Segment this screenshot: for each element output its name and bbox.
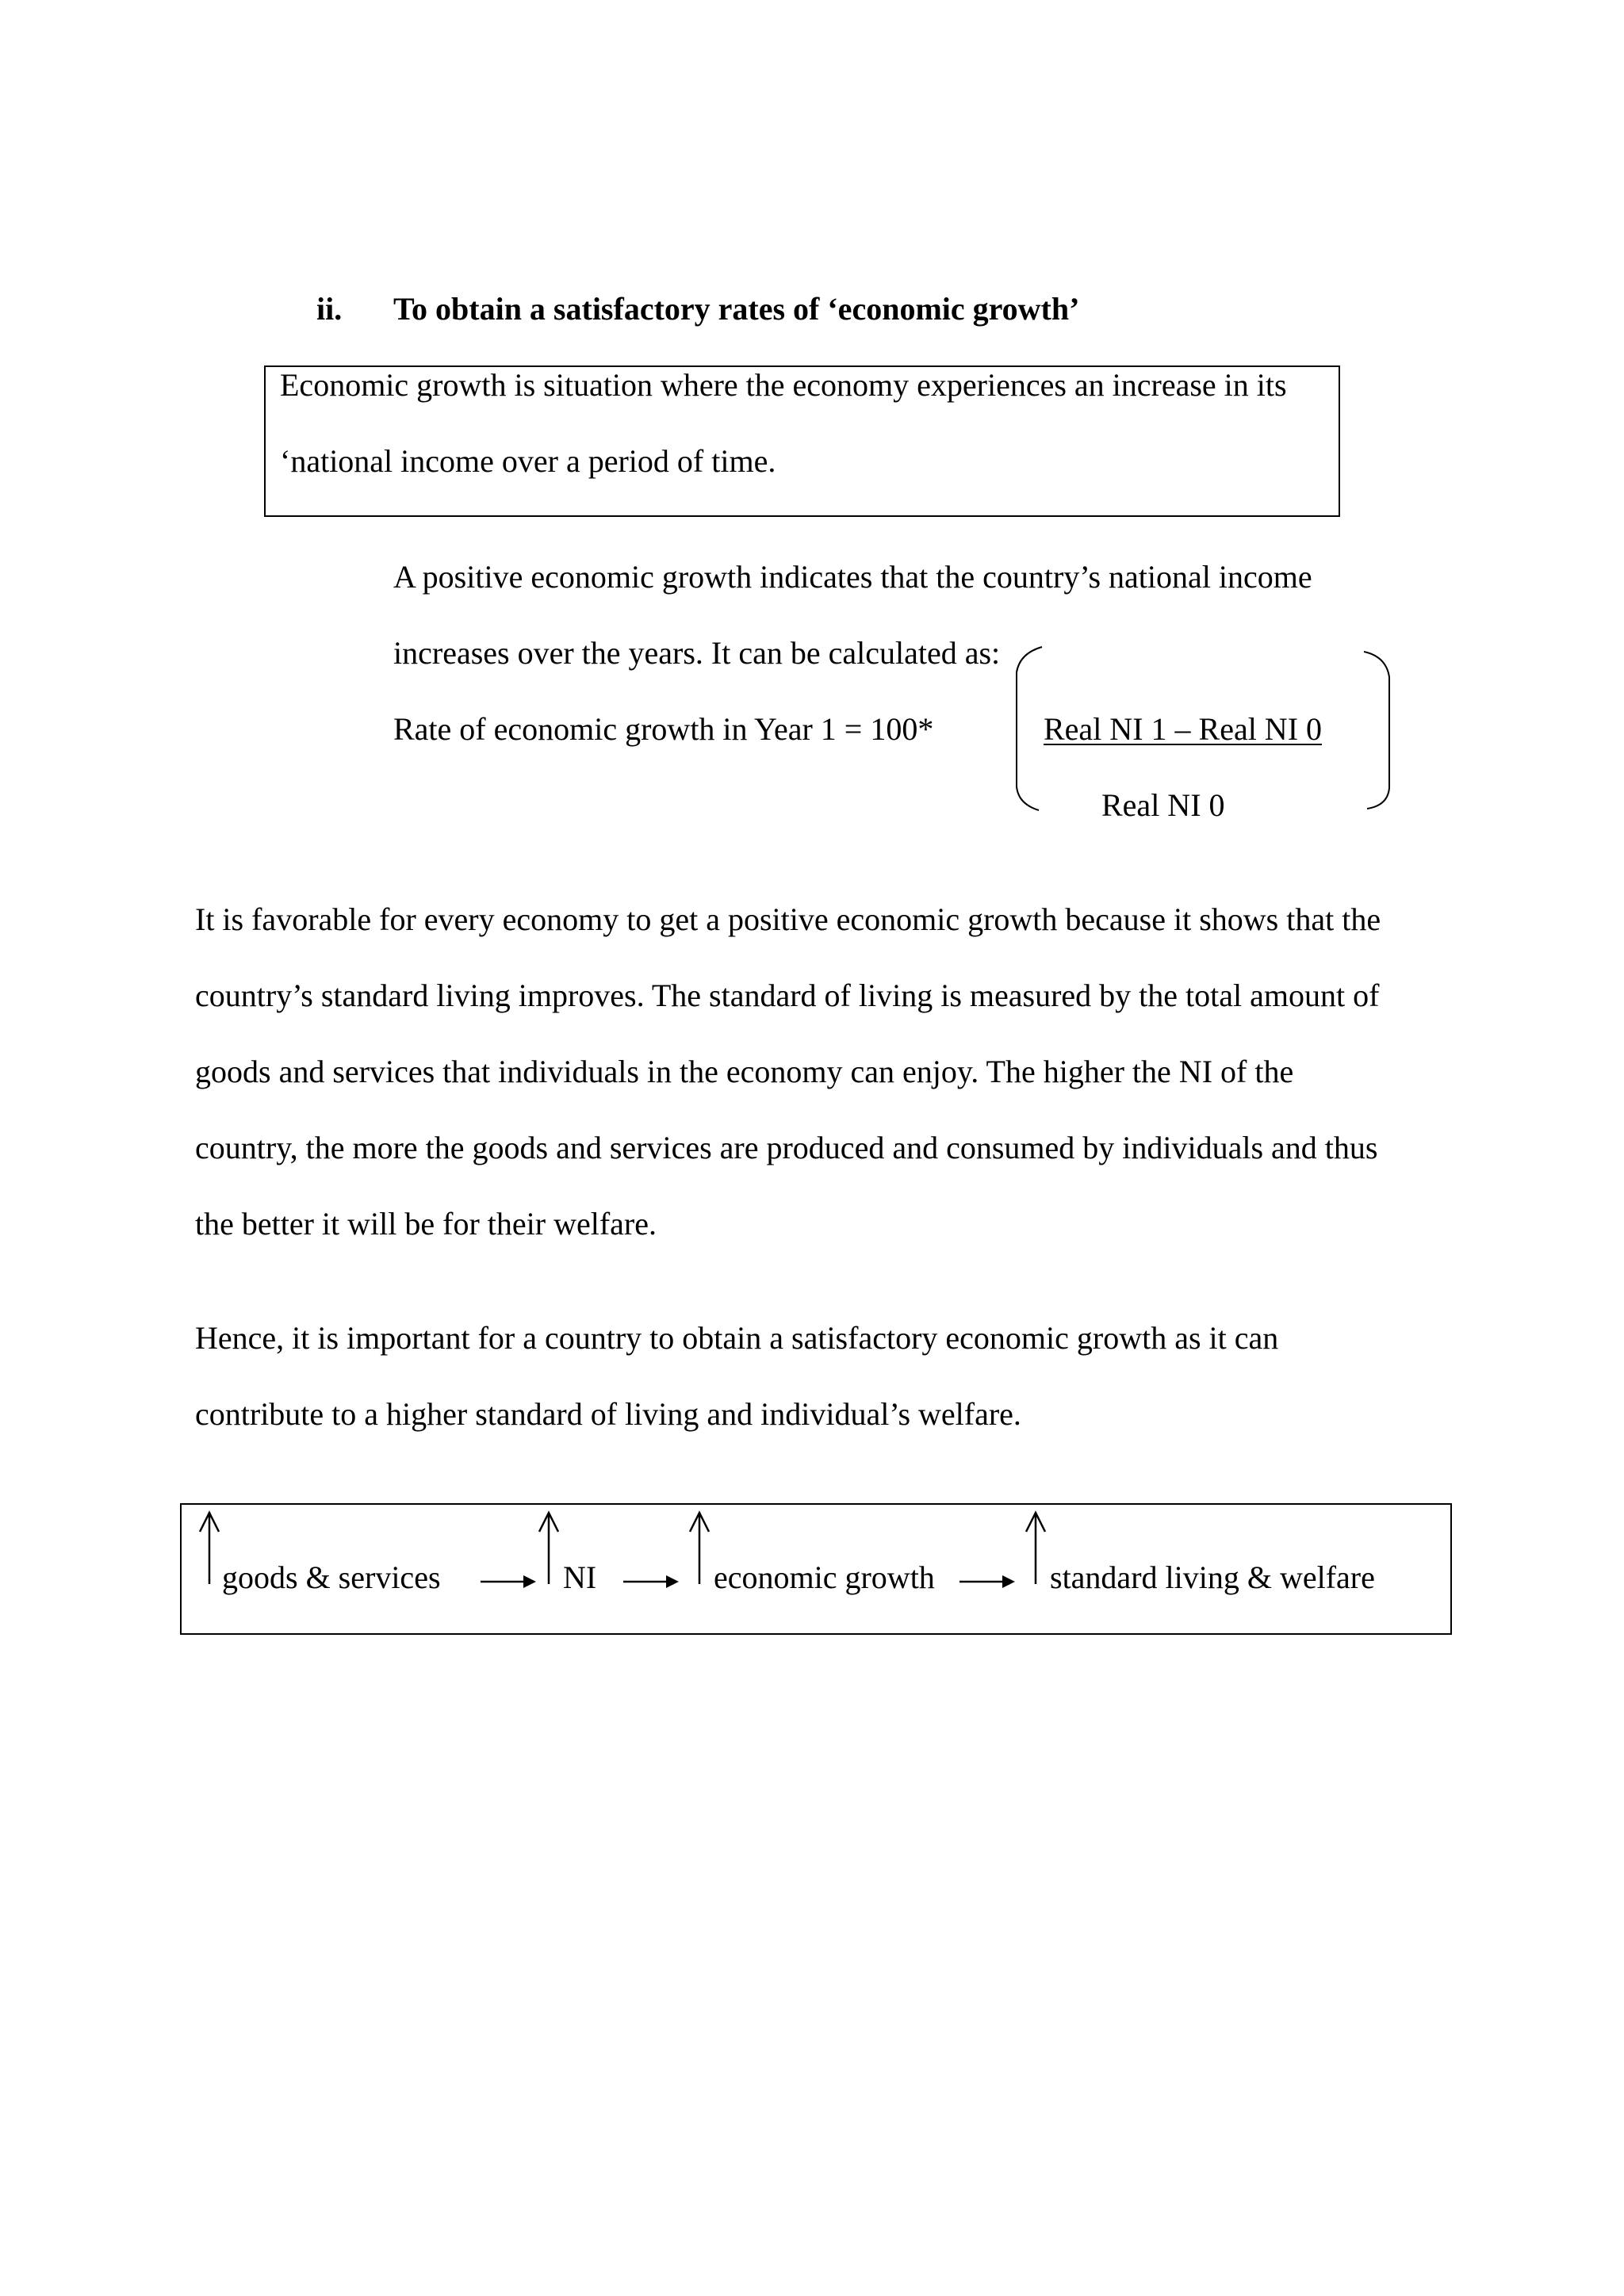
paragraph-1-line-5: the better it will be for their welfare.	[195, 1206, 657, 1242]
formula-right-bracket	[1358, 641, 1405, 815]
flow-step-goods-services: goods & services	[222, 1559, 441, 1595]
right-arrow-icon	[958, 1570, 1021, 1594]
right-arrow-icon	[479, 1570, 542, 1594]
intro-line-1: A positive economic growth indicates that the country’s national income	[393, 559, 1312, 595]
intro-line-2: increases over the years. It can be calculated as:	[393, 635, 1001, 671]
flow-step-ni: NI	[563, 1559, 597, 1595]
up-arrow-icon	[193, 1508, 225, 1587]
definition-line-2: ‘national income over a period of time.	[280, 443, 776, 479]
paragraph-2-line-1: Hence, it is important for a country to obtain a satisfactory economic growth as it can	[195, 1320, 1279, 1356]
up-arrow-icon	[684, 1508, 715, 1587]
right-arrow-icon	[622, 1570, 685, 1594]
formula-lhs: Rate of economic growth in Year 1 = 100*	[393, 711, 934, 747]
paragraph-1-line-3: goods and services that individuals in the economy can enjoy. The higher the NI of the	[195, 1054, 1294, 1089]
section-title: To obtain a satisfactory rates of ‘economic growth’	[393, 291, 1080, 327]
formula-left-bracket	[1001, 641, 1048, 815]
section-number: ii.	[316, 291, 343, 327]
flow-step-standard-living: standard living & welfare	[1050, 1559, 1375, 1595]
formula-numerator: Real NI 1 – Real NI 0	[1044, 711, 1323, 747]
paragraph-1-line-1: It is favorable for every economy to get a positive economic growth because it shows that the	[195, 901, 1381, 937]
paragraph-2-line-2: contribute to a higher standard of living and individual’s welfare.	[195, 1396, 1021, 1432]
flow-step-economic-growth: economic growth	[714, 1559, 935, 1595]
formula-denominator: Real NI 0	[1101, 787, 1225, 823]
paragraph-1-line-2: country’s standard living improves. The standard of living is measured by the total amount of	[195, 978, 1380, 1013]
up-arrow-icon	[1020, 1508, 1051, 1587]
definition-line-1: Economic growth is situation where the economy experiences an increase in its	[280, 367, 1287, 403]
paragraph-1-line-4: country, the more the goods and services are produced and consumed by individuals and thus	[195, 1130, 1378, 1165]
